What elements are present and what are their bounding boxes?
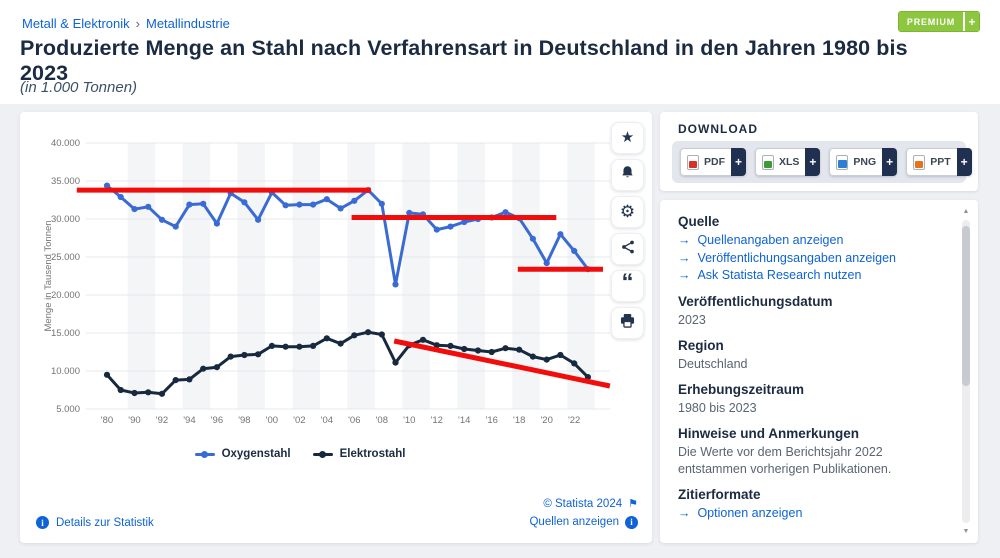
png-file-icon: [836, 155, 848, 170]
x-tick-label: '20: [540, 415, 553, 426]
info-heading: Hinweise und Anmerkungen: [678, 425, 860, 441]
series-oxygenstahl-point: [200, 201, 206, 207]
download-xls-main: [755, 148, 805, 176]
y-tick-label: 35.000: [50, 176, 80, 187]
x-tick-label: '10: [403, 415, 416, 426]
ppt-file-icon: [913, 155, 925, 170]
x-tick-label: '80: [100, 415, 114, 426]
quote-button[interactable]: [611, 270, 644, 302]
sources-link[interactable]: [529, 513, 638, 531]
series-elektrostahl-point: [544, 357, 550, 363]
series-elektrostahl-point: [186, 376, 192, 382]
info-icon: i: [36, 516, 49, 529]
info-link[interactable]: → Veröffentlichungsangaben anzeigen: [678, 250, 950, 268]
series-oxygenstahl-point: [338, 205, 344, 211]
series-elektrostahl-point: [461, 346, 467, 352]
x-tick-label: '92: [155, 415, 169, 426]
series-elektrostahl-point: [200, 366, 206, 372]
page-header: [0, 0, 1000, 104]
info-heading: Quelle: [678, 214, 720, 229]
scrollbar-thumb[interactable]: [962, 226, 970, 386]
info-section-quelle: [678, 214, 950, 285]
series-elektrostahl-point: [489, 349, 495, 355]
series-elektrostahl-point: [228, 354, 234, 360]
premium-badge-label: PREMIUM: [899, 12, 963, 31]
info-section-region: [678, 338, 950, 373]
series-elektrostahl-point: [530, 354, 536, 360]
series-elektrostahl-point: [131, 390, 137, 396]
star-icon: ★: [620, 129, 635, 146]
legend-label: Oxygenstahl: [221, 448, 291, 460]
info-section-erhebungszeitraum: [678, 382, 950, 417]
breadcrumb-item-2[interactable]: Metallindustrie: [146, 16, 230, 31]
quote-icon: “: [621, 270, 634, 296]
download-button-tray: [672, 141, 966, 183]
info-text: Die Werte vor dem Berichtsjahr 2022 entstammen vorherigen Publikationen.: [678, 444, 892, 476]
page-title: Produzierte Menge an Stahl nach Verfahrensart in Deutschland in den Jahren 1980 bis 2023: [20, 36, 908, 85]
info-scrollbar: [960, 208, 972, 535]
scroll-up-icon[interactable]: ▲: [962, 208, 970, 215]
series-elektrostahl-point: [283, 344, 289, 350]
info-icon: i: [625, 516, 638, 529]
series-elektrostahl-point: [351, 332, 357, 338]
series-elektrostahl-point: [104, 372, 110, 378]
info-card: [660, 200, 978, 543]
gear-button[interactable]: [611, 196, 644, 228]
series-elektrostahl-point: [255, 351, 261, 357]
gear-icon: ⚙: [619, 201, 636, 221]
download-xls-button[interactable]: [755, 148, 820, 176]
download-xls-label: XLS: [779, 156, 800, 168]
series-elektrostahl-point: [269, 343, 275, 349]
series-oxygenstahl-point: [186, 202, 192, 208]
series-oxygenstahl-point: [296, 202, 302, 208]
xls-file-icon: [762, 155, 774, 170]
scroll-down-icon[interactable]: ▼: [962, 528, 970, 535]
series-elektrostahl-point: [324, 335, 330, 341]
share-icon: [621, 240, 635, 259]
x-tick-label: '04: [320, 415, 334, 426]
y-tick-label: 25.000: [50, 252, 80, 263]
series-elektrostahl-point: [159, 391, 165, 397]
sources-link-label: Quellen anzeigen: [529, 516, 619, 528]
x-tick-label: '94: [183, 415, 196, 426]
y-tick-label: 10.000: [50, 366, 80, 377]
y-axis-title: Menge in Tausend Tonnen: [43, 220, 54, 332]
info-link[interactable]: → Optionen anzeigen: [678, 505, 950, 523]
series-oxygenstahl-point: [241, 199, 247, 205]
download-ppt-button[interactable]: [906, 148, 971, 176]
series-elektrostahl-point: [173, 377, 179, 383]
series-elektrostahl-point: [118, 387, 124, 393]
y-tick-label: 20.000: [50, 290, 80, 301]
series-elektrostahl-point: [557, 352, 563, 358]
download-xls-plus-tab[interactable]: +: [805, 148, 820, 176]
series-elektrostahl-point: [145, 389, 151, 395]
info-heading: Erhebungszeitraum: [678, 381, 805, 397]
series-oxygenstahl-point: [447, 224, 453, 230]
copyright-label: © Statista 2024: [543, 498, 623, 510]
series-oxygenstahl-point: [145, 204, 151, 210]
flag-icon: ⚑: [628, 498, 638, 510]
x-tick-label: '22: [567, 415, 581, 426]
x-tick-label: '16: [485, 415, 498, 426]
series-elektrostahl-point: [502, 345, 508, 351]
info-content: [678, 214, 950, 531]
x-tick-label: '12: [430, 415, 443, 426]
breadcrumb-item-1[interactable]: Metall & Elektronik: [22, 16, 130, 31]
info-link[interactable]: → Ask Statista Research nutzen: [678, 267, 950, 285]
series-oxygenstahl-point: [392, 281, 398, 287]
series-oxygenstahl-point: [544, 260, 550, 266]
legend-marker-elektrostahl: [313, 453, 333, 456]
download-pdf-button[interactable]: [680, 148, 746, 176]
series-elektrostahl-point: [571, 360, 577, 366]
x-tick-label: '98: [238, 415, 251, 426]
series-elektrostahl-point: [338, 341, 344, 347]
x-tick-label: '96: [210, 415, 224, 426]
print-icon: [620, 314, 635, 333]
chart-toolbar: [611, 122, 644, 339]
info-link[interactable]: → Quellenangaben anzeigen: [678, 232, 950, 250]
share-button[interactable]: [611, 233, 644, 265]
x-tick-label: '08: [375, 415, 388, 426]
legend-label: Elektrostahl: [339, 448, 406, 460]
series-oxygenstahl-point: [351, 198, 357, 204]
x-tick-label: '06: [348, 415, 361, 426]
y-tick-label: 15.000: [50, 328, 80, 339]
series-oxygenstahl-point: [502, 209, 508, 215]
star-button[interactable]: [611, 122, 644, 154]
print-button[interactable]: [611, 307, 644, 339]
series-oxygenstahl-point: [159, 217, 165, 223]
premium-badge[interactable]: [898, 11, 980, 32]
y-tick-label: 5.000: [56, 404, 80, 415]
series-elektrostahl-point: [379, 331, 385, 337]
info-heading: Region: [678, 337, 724, 353]
series-oxygenstahl-point: [173, 224, 179, 230]
series-elektrostahl-point: [365, 329, 371, 335]
series-oxygenstahl-point: [571, 248, 577, 254]
chart-footer-right: [529, 495, 638, 531]
download-ppt-plus-tab[interactable]: +: [957, 148, 972, 176]
premium-plus-icon: +: [963, 12, 979, 31]
series-oxygenstahl-point: [283, 202, 289, 208]
y-tick-label: 40.000: [50, 138, 80, 149]
steel-production-chart: [20, 112, 652, 442]
info-text: 2023: [678, 312, 706, 327]
legend-marker-dot: [319, 451, 326, 458]
x-tick-label: '18: [513, 415, 526, 426]
series-oxygenstahl-point: [557, 231, 563, 237]
series-elektrostahl-point: [420, 337, 426, 343]
series-elektrostahl-point: [214, 364, 220, 370]
series-oxygenstahl-point: [324, 196, 330, 202]
series-elektrostahl-point: [475, 347, 481, 353]
download-pdf-label: PDF: [704, 156, 725, 168]
series-oxygenstahl-point: [530, 236, 536, 242]
download-png-main: [829, 148, 882, 176]
info-section-hinweise-und-anmerkungen: [678, 426, 950, 478]
chart-card: [20, 112, 652, 543]
series-elektrostahl-point: [516, 347, 522, 353]
series-elektrostahl-point: [296, 344, 302, 350]
x-tick-label: '14: [458, 415, 471, 426]
download-card: [660, 112, 978, 191]
pdf-file-icon: [687, 155, 699, 170]
bell-button[interactable]: [611, 159, 644, 191]
bell-icon: [620, 165, 635, 185]
download-png-plus-tab[interactable]: +: [882, 148, 897, 176]
details-link-label: Details zur Statistik: [56, 516, 154, 529]
info-text: Deutschland: [678, 356, 748, 371]
series-oxygenstahl-point: [118, 194, 124, 200]
download-heading: DOWNLOAD: [678, 122, 758, 136]
series-elektrostahl-point: [447, 343, 453, 349]
download-png-label: PNG: [853, 156, 877, 168]
legend-marker-dot: [201, 451, 208, 458]
download-ppt-label: PPT: [930, 156, 951, 168]
series-elektrostahl-point: [392, 360, 398, 366]
series-elektrostahl-point: [310, 343, 316, 349]
chart-legend: [20, 448, 580, 460]
legend-item-elektrostahl[interactable]: [313, 448, 406, 460]
x-tick-labels: [101, 415, 581, 426]
legend-marker-oxygenstahl: [195, 453, 215, 456]
page-subtitle: (in 1.000 Tonnen): [20, 79, 138, 96]
x-tick-label: '02: [293, 415, 306, 426]
download-pdf-plus-tab[interactable]: +: [731, 148, 746, 176]
details-link[interactable]: [36, 516, 154, 529]
info-section-ver-ffentlichungsdatum: [678, 294, 950, 329]
x-tick-label: '00: [265, 415, 279, 426]
breadcrumb-separator: ›: [135, 16, 140, 31]
download-ppt-main: [906, 148, 956, 176]
series-oxygenstahl-point: [310, 202, 316, 208]
statista-copyright[interactable]: [529, 495, 638, 513]
series-oxygenstahl-point: [434, 227, 440, 233]
info-section-zitierformate: [678, 487, 950, 523]
legend-item-oxygenstahl[interactable]: [195, 448, 291, 460]
info-text: 1980 bis 2023: [678, 400, 757, 415]
x-tick-label: '90: [128, 415, 141, 426]
series-oxygenstahl-point: [214, 221, 220, 227]
info-heading: Veröffentlichungsdatum: [678, 293, 833, 309]
series-elektrostahl-point: [241, 352, 247, 358]
breadcrumb: [22, 16, 230, 31]
info-heading: Zitierformate: [678, 486, 761, 502]
download-pdf-main: [680, 148, 731, 176]
series-oxygenstahl-point: [255, 217, 261, 223]
series-oxygenstahl-point: [379, 201, 385, 207]
y-tick-label: 30.000: [50, 214, 80, 225]
series-oxygenstahl-point: [131, 206, 137, 212]
download-png-button[interactable]: [829, 148, 897, 176]
